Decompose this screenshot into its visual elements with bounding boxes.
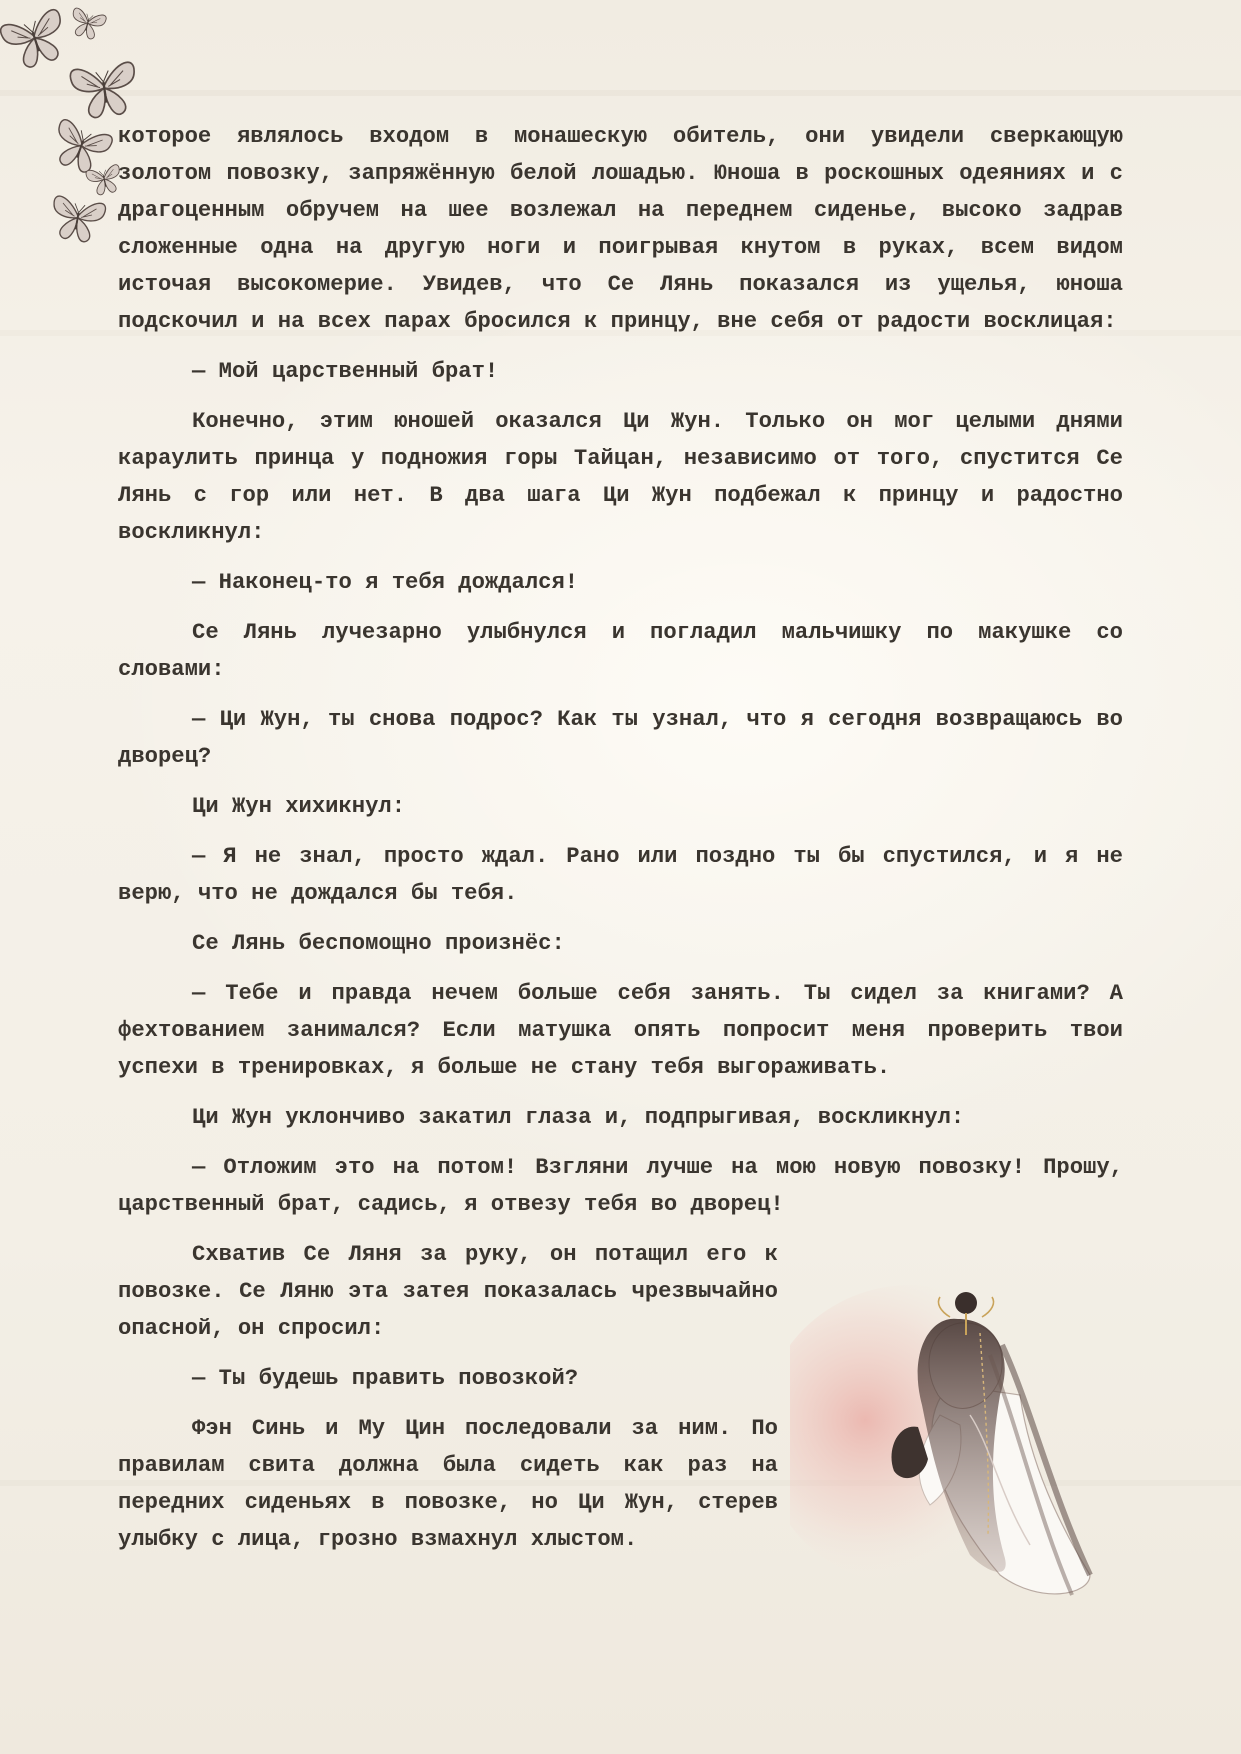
paragraph: Конечно, этим юношей оказался Ци Жун. Только он мог целыми днями караулить принца у подножия горы Тайцан, независимо от того, спустится Се Лянь с гор или нет. В два шага Ци Жун подбежал к принцу и радостно воскликнул: bbox=[118, 409, 1123, 545]
paragraph: которое являлось входом в монашескую обитель, они увидели сверкающую золотом повозку, запряжённую белой лошадью. Юноша в роскошных одеяниях и с драгоценным обручем на шее возлежал на переднем сиденье, высоко задрав сложенные одна на другую ноги и поигрывая кнутом в руках, всем видом источая высокомерие. Увидев, что Се Лянь показался из ущелья, юноша подскочил и на всех парах бросился к принцу, вне себя от радости восклицая: bbox=[118, 124, 1123, 334]
paragraph: Се Лянь лучезарно улыбнулся и погладил мальчишку по макушке со словами: bbox=[118, 620, 1123, 682]
paragraph: Ци Жун уклончиво закатил глаза и, подпрыгивая, воскликнул: bbox=[192, 1105, 965, 1130]
paragraph: — Я не знал, просто ждал. Рано или поздно ты бы спустился, и я не верю, что не дождался бы тебя. bbox=[118, 844, 1123, 906]
paragraph: Се Лянь беспомощно произнёс: bbox=[192, 931, 565, 956]
paragraph: Ци Жун хихикнул: bbox=[192, 794, 406, 819]
paragraph: — Отложим это на потом! Взгляни лучше на мою новую повозку! Прошу, царственный брат, садись, я отвезу тебя во дворец! bbox=[118, 1155, 1123, 1217]
paragraph: — Мой царственный брат! bbox=[192, 359, 499, 384]
paper-texture bbox=[0, 90, 1241, 96]
paragraph: — Тебе и правда нечем больше себя занять. Ты сидел за книгами? А фехтованием занимался? Если матушка опять попросит меня проверить твои успехи в тренировках, я больше не стану тебя выгораживать. bbox=[118, 981, 1123, 1080]
paragraph: Схватив Се Ляня за руку, он потащил его к повозке. Се Ляню эта затея показалась чрезвычайно опасной, он спросил: bbox=[118, 1242, 778, 1341]
paragraph: — Ци Жун, ты снова подрос? Как ты узнал, что я сегодня возвращаюсь во дворец? bbox=[118, 707, 1123, 769]
paragraph: — Ты будешь править повозкой? bbox=[192, 1366, 579, 1391]
figure-illustration bbox=[790, 1275, 1150, 1605]
paragraph: Фэн Синь и Му Цин последовали за ним. По правилам свита должна была сидеть как раз на передних сиденьях в повозке, но Ци Жун, стерев улыбку с лица, грозно взмахнул хлыстом. bbox=[118, 1416, 778, 1552]
paragraph: — Наконец-то я тебя дождался! bbox=[192, 570, 579, 595]
